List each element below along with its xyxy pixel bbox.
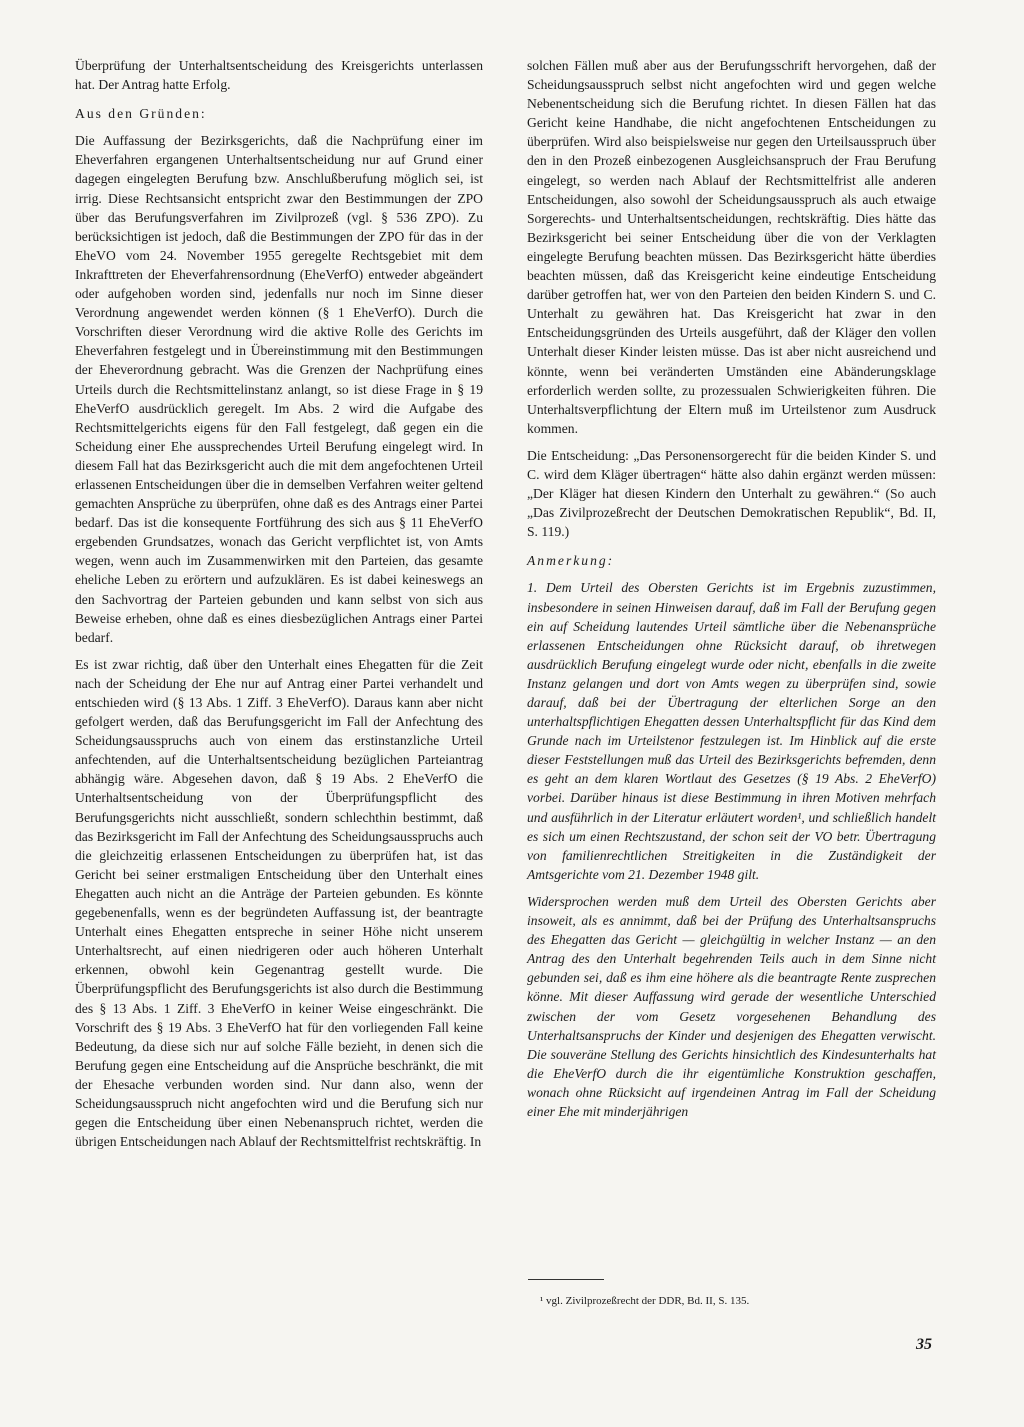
section-heading-gruende: Aus den Gründen:: [75, 106, 207, 122]
section-heading-anmerkung: Anmerkung:: [527, 553, 615, 569]
intro-paragraph: Überprüfung der Unterhaltsentscheidung des Kreisgerichts unterlassen hat. Der Antrag hatte Erfolg.: [75, 58, 483, 93]
left-column: [75, 56, 483, 1151]
paragraph: solchen Fällen muß aber aus der Berufungsschrift hervorgehen, daß der Scheidungsausspruch selbst nicht angefochten wird und gegen welche Nebenentscheidung sich die Berufung richtet. In diesen Fällen hat das Gericht keine Handhabe, die nicht angefochtenen Entscheidungen zu überprüfen. Wird also beispielsweise nur gegen den Urteilsausspruch über den in den Prozeß einbezogenen Ausgleichsanspruch der Frau Berufung eingelegt, so werden nach Ablauf der Rechtsmittelfrist alle anderen Entscheidungen, also sowohl der Scheidungsausspruch als auch etwaige Sorgerechts- und Unterhaltsentscheidungen, rechtskräftig. Dies hätte das Bezirksgericht bei seiner Entscheidung über die von der Verklagten eingelegte Berufung beachten müssen. Das Bezirksgericht hätte überdies beachten müssen, daß das Kreisgericht keine eindeutige Entscheidung darüber getroffen hat, wer von den Parteien den beiden Kindern S. und C. Unterhalt zu gewähren hat. Das Kreisgericht hat zwar in den Entscheidungsgründen des Urteils ausgeführt, daß der Kläger den vollen Unterhalt dieser Kinder leisten müsse. Das ist aber nicht ausreichend und könnte, wenn bei veränderten Umständen eine Abänderungsklage erforderlich werden sollte, zu prozessualen Schwierigkeiten führen. Die Unterhaltsverpflichtung der Eltern muß im Urteilstenor zum Ausdruck kommen.: [527, 58, 936, 436]
footnote-divider: [528, 1279, 604, 1280]
right-column: [527, 56, 936, 1121]
paragraph: Die Auffassung der Bezirksgerichts, daß die Nachprüfung einer im Eheverfahren ergangenen Unterhaltsentscheidung nur auf Grund einer dagegen eingelegten Berufung bzw. Anschlußberufung möglich sei, ist irrig. Diese Rechtsansicht entspricht zwar den Bestimmungen der ZPO über das Berufungsverfahren im Zivilprozeß (vgl. § 536 ZPO). Zu berücksichtigen ist jedoch, daß die Bestimmungen der ZPO für das in der EheVO vom 24. November 1955 geregelte Rechtsgebiet mit dem Inkrafttreten der Eheverfahrensordnung (EheVerfO) entweder abgeändert oder aufgehoben worden sind, jedenfalls nur noch im Sinne dieser Verordnung angewendet werden können (§ 1 EheVerfO). Durch die Vorschriften dieser Verordnung wird die aktive Rolle des Gerichts im Eheverfahren festgelegt und in Übereinstimmung mit den Bestimmungen der Eheverordnung gebracht. Was die Grenzen der Nachprüfung eines Urteils durch die Rechtsmittelinstanz anlangt, so ist diese Frage in § 19 EheVerfO ausdrücklich geregelt. Im Abs. 2 wird die Aufgabe des Rechtsmittelgerichts eigens für den Fall festgelegt, daß gegen ein die Scheidung einer Ehe aussprechendes Urteil Berufung eingelegt wird. In diesem Fall hat das Bezirksgericht auch die mit dem angefochtenen Urteil erlassenen Entscheidungen über die in demselben Verfahren weiter geltend gemachten Ansprüche zu überprüfen, ohne daß es des Antrags einer Partei bedarf. Das ist die konsequente Fortführung des sich aus § 11 EheVerfO ergebenden Grundsatzes, wonach das Gericht verpflichtet ist, von Amts wegen, wenn auch im Zusammenwirken mit den Parteien, das gesamte eheliche Leben zu erörtern und aufzuklären. Es ist dabei keineswegs an den Sachvortrag der Parteien gebunden und kann selbst von sich aus Beweise erheben, ohne daß es eines diesbezüglichen Antrags einer Partei bedarf.: [75, 133, 483, 645]
page-number: 35: [916, 1336, 932, 1353]
paragraph: Es ist zwar richtig, daß über den Unterhalt eines Ehegatten für die Zeit nach der Scheidung der Ehe nur auf Antrag einer Partei verhandelt und entschieden wird (§ 13 Abs. 1 Ziff. 3 EheVerfO). Daraus kann aber nicht gefolgert werden, daß das Berufungsgericht im Fall der Anfechtung des Scheidungsausspruchs auch von einem das erstinstanzliche Urteil anfechtenden, auf die Unterhaltsentscheidung bezüglichen Parteiantrag abhängig wäre. Abgesehen davon, daß § 19 Abs. 2 EheVerfO die Unterhaltsentscheidung von der Überprüfungspflicht des Berufungsgerichts nicht ausschließt, sondern schlechthin bestimmt, daß das Bezirksgericht im Fall der Anfechtung des Scheidungsausspruchs auch die gleichzeitig erlassenen Entscheidungen zu überprüfen hat, ist das Gericht bei seiner erstmaligen Entscheidung über den Unterhalt eines Ehegatten auch nicht an die Anträge der Parteien gebunden. Es könnte gegebenenfalls, wenn es der begründeten Auffassung ist, der beantragte Unterhalt eines Ehegatten entspreche in seiner Höhe nicht unserem Unterhaltsrecht, auf einen niedrigeren oder auch höheren Unterhalt erkennen, obwohl kein Gegenantrag gestellt wurde. Die Überprüfungspflicht des Berufungsgerichts ist also durch die Bestimmung des § 13 Abs. 1 Ziff. 3 EheVerfO in keiner Weise eingeschränkt. Die Vorschrift des § 19 Abs. 3 EheVerfO hat für den vorliegenden Fall keine Bedeutung, da diese sich nur auf solche Fälle bezieht, in denen sich die Berufung gegen eine Entscheidung auf die Ansprüche beschränkt, die mit der Ehesache verbunden worden sind. Nur dann also, wenn der Scheidungsausspruch nicht angefochten wird und die Berufung sich nur gegen die Entscheidung über einen Nebenanspruch richtet, werden die übrigen Entscheidungen nach Ablauf der Rechtsmittelfrist rechtskräftig. In: [75, 656, 483, 1150]
paragraph: Die Entscheidung: „Das Personensorgerecht für die beiden Kinder S. und C. wird dem Kläger übertragen“ hätte also dahin ergänzt werden müssen: „Der Kläger hat diesen Kindern den Unterhalt zu gewähren.“ (So auch „Das Zivilprozeßrecht der Deutschen Demokratischen Republik“, Bd. II, S. 119.): [527, 447, 936, 540]
annotation-paragraph: 1. Dem Urteil des Obersten Gerichts ist im Ergebnis zuzustimmen, insbesondere in seinen Hinweisen darauf, daß im Fall der Berufung gegen ein auf Scheidung lautendes Urteil sämtliche über die Nebenansprüche erlassenen Entscheidungen ohne Rücksicht darauf, ob ihretwegen ausdrücklich Berufung eingelegt wurde oder nicht, ebenfalls in die zweite Instanz gelangen und dort von Amts wegen zu überprüfen sind, sowie darauf, daß bei der Übertragung der elterlichen Sorge an den unterhaltspflichtigen Ehegatten dessen Unterhaltspflicht für das Kind dem Grunde nach im Urteilstenor festzulegen ist. Im Hinblick auf die erste dieser Feststellungen muß das Urteil des Bezirksgerichts befremden, denn es geht an dem klaren Wortlaut des Gesetzes (§ 19 Abs. 2 EheVerfO) vorbei. Darüber hinaus ist diese Bestimmung in ihren Motiven mehrfach und ausführlich in der Literatur erläutert worden¹, und schließlich handelt es sich um einen Rechtszustand, der schon seit der VO betr. Übertragung von familienrechtlichen Streitigkeiten in die Zuständigkeit der Amtsgerichte vom 21. Dezember 1948 gilt.: [527, 580, 936, 882]
annotation-paragraph: Widersprochen werden muß dem Urteil des Obersten Gerichts aber insoweit, als es annimmt, daß bei der Prüfung des Unterhaltsanspruchs des Ehegatten das Gericht — gleichgültig in welcher Instanz — an den Antrag des den Unterhalt begehrenden Teils auch in dem Sinne nicht gebunden sei, daß es ihm eine höhere als die beantragte Rente zusprechen könne. Mit dieser Auffassung wird gerade der wesentliche Unterschied zwischen der vom Gesetz vorgesehenen Behandlung des Unterhaltsanspruchs der Kinder und desjenigen des Ehegatten verwischt. Die souveräne Stellung des Gerichts hinsichtlich des Kindesunterhalts hat die EheVerfO durch die ihr eigentümliche Konstruktion geschaffen, wonach ohne Rücksicht auf irgendeinen Antrag im Fall der Scheidung einer Ehe mit minderjährigen: [527, 893, 936, 1119]
footnote: ¹ vgl. Zivilprozeßrecht der DDR, Bd. II, S. 135.: [540, 1295, 750, 1307]
